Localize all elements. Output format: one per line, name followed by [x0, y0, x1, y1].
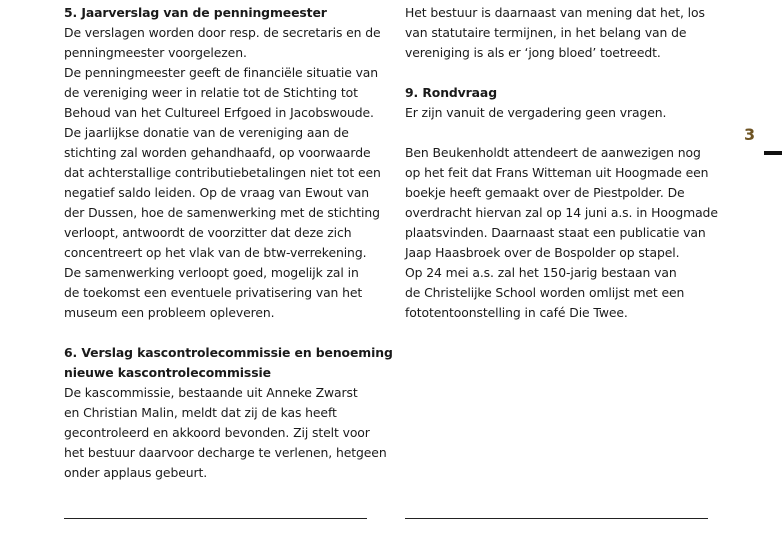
section9-heading: 9. Rondvraag	[405, 85, 497, 100]
section6-line: het bestuur daarvoor decharge te verlenen, hetgeen	[64, 445, 387, 460]
continued-line: van statutaire termijnen, in het belang van de	[405, 25, 687, 40]
section6-line: en Christian Malin, meldt dat zij de kas heeft	[64, 405, 337, 420]
section5-line: De penningmeester geeft de financiële situatie van	[64, 65, 379, 80]
footer-rule-left	[64, 518, 367, 519]
paragraph-gap	[405, 123, 725, 143]
section5-heading: 5. Jaarverslag van de penningmeester	[64, 5, 327, 20]
footer-rule-right	[405, 518, 708, 519]
right-column	[405, 3, 725, 323]
section5-line: der Dussen, hoe de samenwerking met de stichting	[64, 205, 380, 220]
section9-line: Er zijn vanuit de vergadering geen vragen.	[405, 105, 667, 120]
section6-line: gecontroleerd en akkoord bevonden. Zij stelt voor	[64, 425, 370, 440]
section6-line: onder applaus gebeurt.	[64, 465, 208, 480]
section6-line: De kascommissie, bestaande uit Anneke Zwarst	[64, 385, 358, 400]
section5-line: De samenwerking verloopt goed, mogelijk zal in	[64, 265, 359, 280]
section6-heading: nieuwe kascontrolecommissie	[64, 365, 271, 380]
continued-line: vereniging is als er ‘jong bloed’ toetreedt.	[405, 45, 661, 60]
section5-line: de vereniging weer in relatie tot de Stichting tot	[64, 85, 358, 100]
section5-line: dat achterstallige contributiebetalingen niet tot een	[64, 165, 381, 180]
section5-line: de toekomst een eventuele privatisering van het	[64, 285, 363, 300]
section5-line: De verslagen worden door resp. de secretaris en de	[64, 25, 381, 40]
section6-heading: 6. Verslag kascontrolecommissie en benoeming	[64, 345, 393, 360]
paragraph-line: Op 24 mei a.s. zal het 150-jarig bestaan van	[405, 265, 677, 280]
left-column	[64, 3, 393, 483]
paragraph-gap	[405, 63, 725, 83]
paragraph-line: plaatsvinden. Daarnaast staat een publicatie van	[405, 225, 706, 240]
section5-line: verloopt, antwoordt de voorzitter dat deze zich	[64, 225, 352, 240]
paragraph-line: boekje heeft gemaakt over de Piestpolder. De	[405, 185, 685, 200]
page-marker-bar	[764, 151, 782, 155]
paragraph-line: fototentoonstelling in café Die Twee.	[405, 305, 628, 320]
paragraph-gap	[64, 323, 384, 343]
section5-line: concentreert op het vlak van de btw-verrekening.	[64, 245, 367, 260]
paragraph-line: de Christelijke School worden omlijst met een	[405, 285, 685, 300]
section5-line: museum een probleem opleveren.	[64, 305, 275, 320]
section5-line: Behoud van het Cultureel Erfgoed in Jacobswoude.	[64, 105, 374, 120]
paragraph-line: Ben Beukenholdt attendeert de aanwezigen nog	[405, 145, 701, 160]
paragraph-line: Jaap Haasbroek over de Bospolder op stapel.	[405, 245, 680, 260]
paragraph-line: op het feit dat Frans Witteman uit Hoogmade een	[405, 165, 709, 180]
continued-line: Het bestuur is daarnaast van mening dat het, los	[405, 5, 705, 20]
section5-line: stichting zal worden gehandhaafd, op voorwaarde	[64, 145, 371, 160]
section5-line: negatief saldo leiden. Op de vraag van Ewout van	[64, 185, 370, 200]
section5-line: penningmeester voorgelezen.	[64, 45, 247, 60]
section5-line: De jaarlijkse donatie van de vereniging aan de	[64, 125, 349, 140]
page-number: 3	[744, 125, 756, 144]
paragraph-line: overdracht hiervan zal op 14 juni a.s. in Hoogmade	[405, 205, 718, 220]
